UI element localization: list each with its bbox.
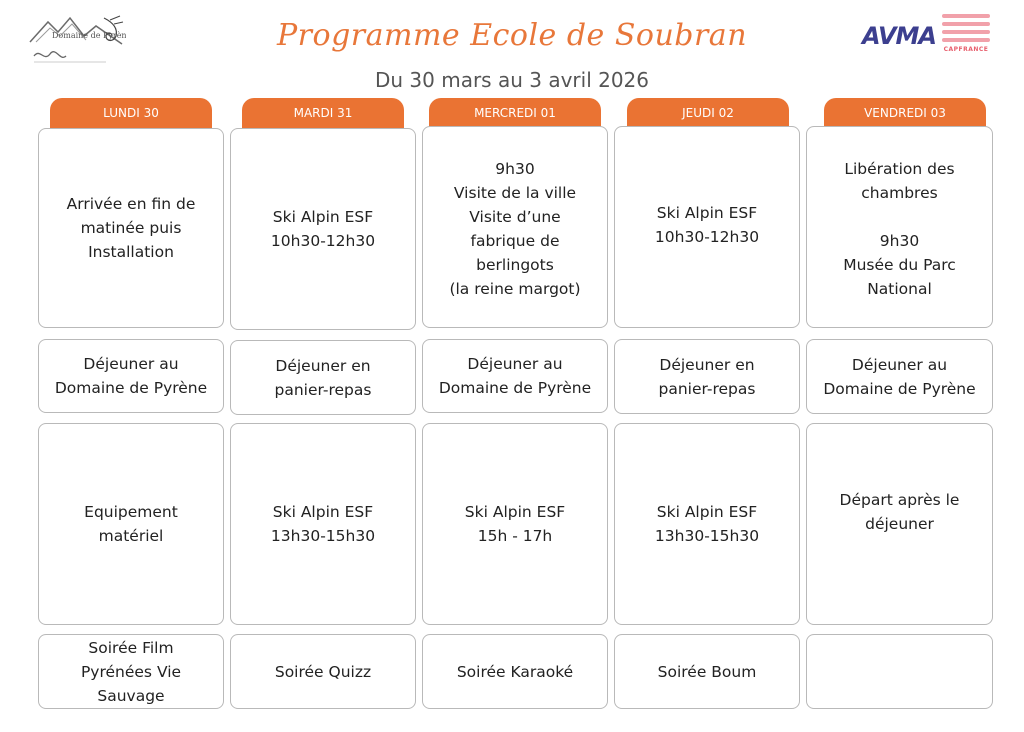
tuesday-morning-activity: Ski Alpin ESF 10h30-12h30 xyxy=(230,128,416,330)
monday-morning-activity: Arrivée en fin de matinée puis Installation xyxy=(38,128,224,328)
tuesday-lunch: Déjeuner en panier-repas xyxy=(230,340,416,415)
tuesday-afternoon-activity: Ski Alpin ESF 13h30-15h30 xyxy=(230,423,416,625)
avma-logo: AVMA xyxy=(862,22,936,50)
page-title: Programme Ecole de Soubran xyxy=(276,18,748,53)
monday-evening: Soirée Film Pyrénées Vie Sauvage xyxy=(38,634,224,709)
logo-stripe xyxy=(942,14,990,18)
wednesday-afternoon-activity: Ski Alpin ESF 15h - 17h xyxy=(422,423,608,625)
thursday-morning-activity: Ski Alpin ESF 10h30-12h30 xyxy=(614,126,800,328)
monday-lunch: Déjeuner au Domaine de Pyrène xyxy=(38,339,224,413)
thursday-afternoon-activity: Ski Alpin ESF 13h30-15h30 xyxy=(614,423,800,625)
friday-morning-activity: Libération des chambres 9h30 Musée du Parc National xyxy=(806,126,993,328)
date-range: Du 30 mars au 3 avril 2026 xyxy=(374,68,650,92)
monday-afternoon-activity: Equipement matériel xyxy=(38,423,224,625)
wednesday-lunch: Déjeuner au Domaine de Pyrène xyxy=(422,339,608,413)
friday-afternoon-activity: Départ après le déjeuner xyxy=(806,423,993,625)
day-header-tuesday: MARDI 31 xyxy=(242,98,404,128)
day-header-monday: LUNDI 30 xyxy=(50,98,212,128)
thursday-lunch: Déjeuner en panier-repas xyxy=(614,339,800,414)
capfrance-text: CAPFRANCE xyxy=(943,46,989,53)
logo-text: Domaine de Pyrène xyxy=(52,31,126,40)
logo-stripe xyxy=(942,38,990,42)
friday-evening xyxy=(806,634,993,709)
wednesday-evening: Soirée Karaoké xyxy=(422,634,608,709)
logo-stripe xyxy=(942,22,990,26)
logo-stripe xyxy=(942,30,990,34)
day-header-thursday: JEUDI 02 xyxy=(627,98,789,128)
day-header-wednesday: MERCREDI 01 xyxy=(429,98,601,128)
day-header-friday: VENDREDI 03 xyxy=(824,98,986,128)
capfrance-logo xyxy=(942,14,990,56)
thursday-evening: Soirée Boum xyxy=(614,634,800,709)
tuesday-evening: Soirée Quizz xyxy=(230,634,416,709)
wednesday-morning-activity: 9h30 Visite de la ville Visite d’une fabrique de berlingots (la reine margot) xyxy=(422,126,608,328)
friday-lunch: Déjeuner au Domaine de Pyrène xyxy=(806,339,993,414)
